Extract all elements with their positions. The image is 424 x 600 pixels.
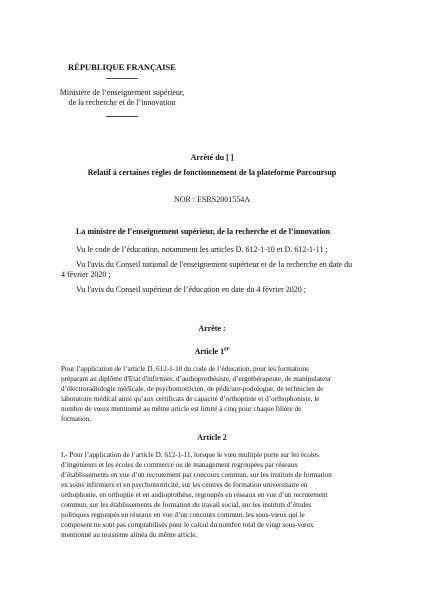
vu-cneser-line2: 4 février 2020 ; bbox=[61, 270, 111, 279]
vu-code-education: Vu le code de l’éducation, notamment les articles D. 612-1-10 et D. 612-1-11 ; bbox=[76, 245, 328, 254]
article-2-line: en soins infirmiers et en psychomotricité, sur les centres de formation universitaire en bbox=[61, 481, 308, 489]
arrete-heading: Arrête : bbox=[198, 324, 226, 333]
article-2-line: composent ne sont pas comptabilisés pour le calcul du nombre total de vingt sous-vœux bbox=[61, 521, 314, 529]
article-2-heading: Article 2 bbox=[197, 433, 227, 442]
arrete-subject: Relatif à certaines règles de fonctionnement de la plateforme Parcoursup bbox=[87, 168, 337, 177]
article-2-line: d’ingénieurs et les écoles de commerce ou de management regroupées par réseaux bbox=[61, 461, 298, 469]
article-1-heading-text: Article 1 bbox=[194, 347, 225, 356]
article-1-body bbox=[61, 364, 371, 424]
article-1-line: d’électroradiologie médicale, de psychomotricien, de pédicure-podologue, de technicien de bbox=[61, 385, 324, 393]
ministry-line-2: de la recherche et de l’innovation bbox=[68, 98, 176, 107]
article-2-line: d’établissements en vue d’un recrutement par concours commun, sur les instituts de formation bbox=[61, 471, 332, 479]
article-1-heading-sup: er bbox=[224, 346, 230, 353]
article-2-line: I.- Pour l’application de l’article D. 612-1-11, lorsque le vœu multiple porte sur les écoles bbox=[61, 451, 319, 459]
article-1-heading bbox=[0, 347, 424, 356]
minister-line: La ministre de l’enseignement supérieur, de la recherche et de l’innovation bbox=[76, 227, 331, 236]
ministry-line-1: Ministère de l’enseignement supérieur, bbox=[59, 88, 185, 97]
article-2-line: mentionné au troisième alinéa du même article. bbox=[61, 531, 198, 539]
arrete-date-title: Arrêté du [ ] bbox=[190, 153, 234, 162]
article-1-line: formation. bbox=[61, 415, 92, 423]
article-1-line: préparant au diplôme d'Etat d'infirmier, d’audioprothésiste, d’ergothérapeute, de manipulateur bbox=[61, 375, 332, 383]
header-divider-top bbox=[106, 78, 138, 79]
vu-cneser-line1: Vu l'avis du Conseil national de l'enseignement supérieur et de la recherche en date du bbox=[76, 260, 353, 269]
article-2-line: commun, sur les établissements de formation du travail social, sur les instituts d’études bbox=[61, 501, 312, 509]
article-1-line: laboratoire médical ainsi qu’aux certificats de capacité d’orthoptiste et d’orthophoniste, le bbox=[61, 395, 320, 403]
article-2-line: politiques regroupés en réseaux en vue d’un concours commun, les sous-vœux qui le bbox=[61, 511, 305, 519]
header-divider-bottom bbox=[106, 116, 138, 117]
article-2-line: orthophonie, en orthoptie et en audioprothèse, regroupés en réseaux en vue d’un recrutement bbox=[61, 491, 328, 499]
nor-reference: NOR : ESRS2001554A bbox=[173, 195, 250, 204]
republic-heading: RÉPUBLIQUE FRANÇAISE bbox=[68, 62, 176, 72]
article-1-line: nombre de vœux mentionné au même article est limité à cinq pour chaque filière de bbox=[61, 405, 302, 413]
article-2-body bbox=[61, 450, 371, 540]
vu-cse: Vu l'avis du Conseil supérieur de l’éducation en date du 4 février 2020 ; bbox=[76, 285, 307, 294]
article-1-line: Pour l’application de l’article D. 612-1-10 du code de l’éducation, pour les formations bbox=[61, 365, 309, 373]
